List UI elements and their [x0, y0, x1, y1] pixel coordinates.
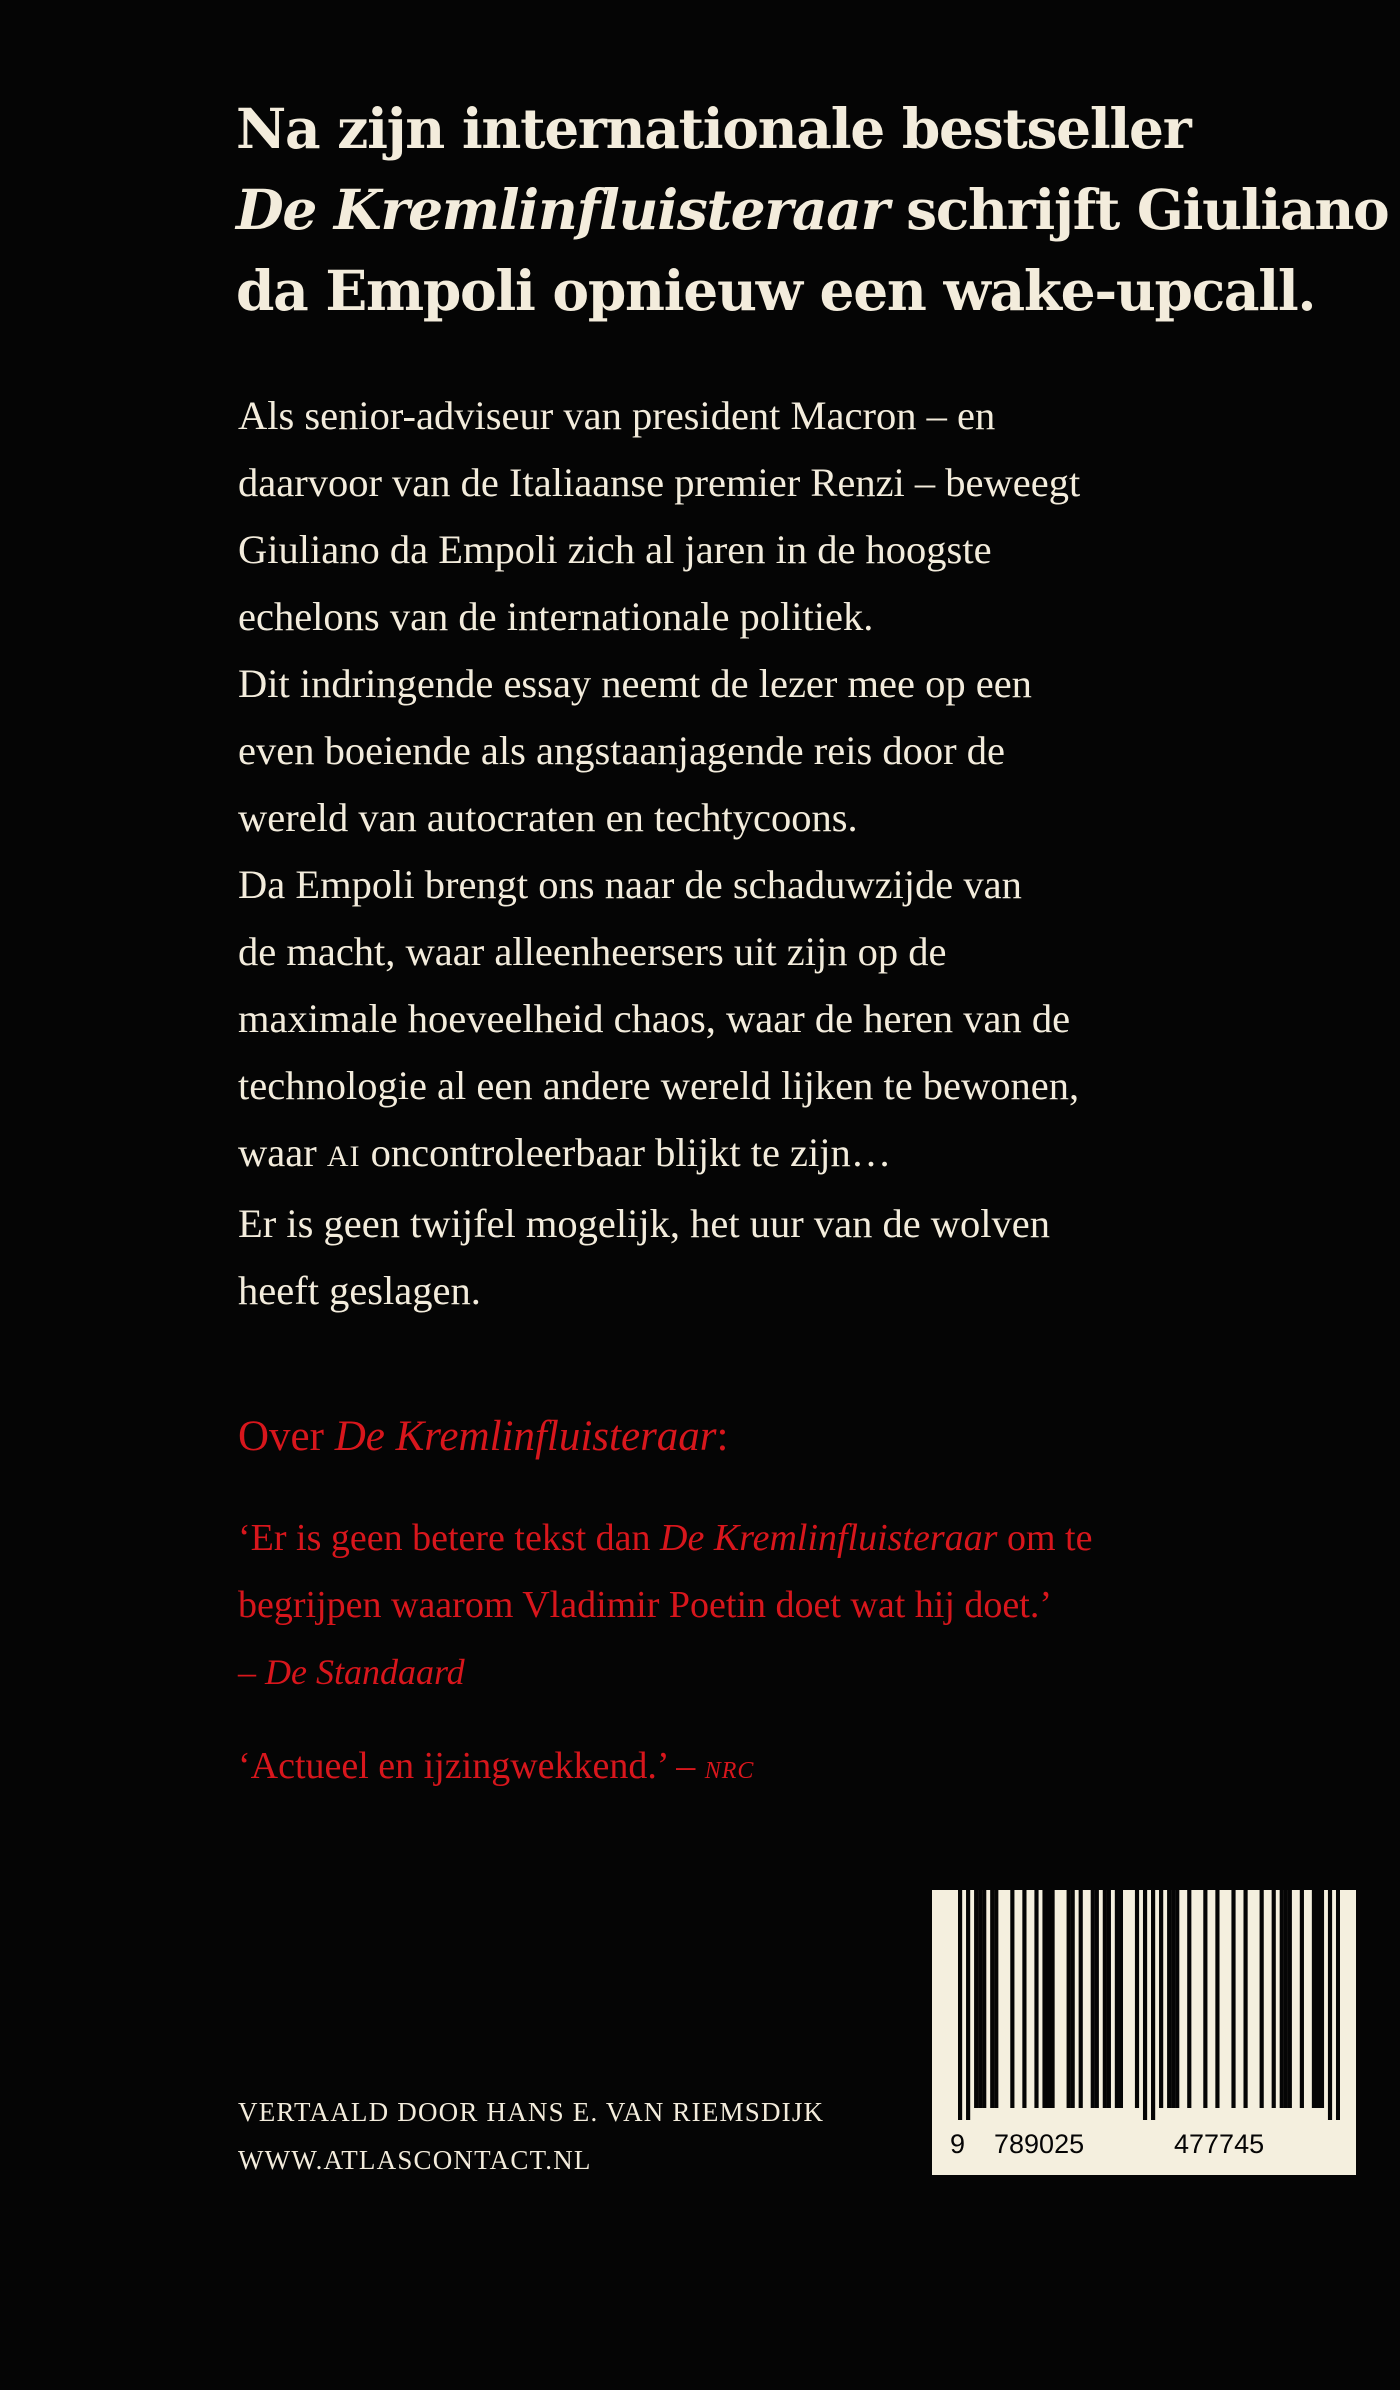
- quotes-heading-suffix: :: [716, 1413, 729, 1460]
- description-line-12-start: waar: [238, 1130, 327, 1175]
- barcode-bar: [1187, 1890, 1191, 2108]
- barcode-left-digits: 789025: [994, 2129, 1085, 2159]
- description-line-4: echelons van de internationale politiek.: [238, 594, 874, 639]
- description-line-1: Als senior-adviseur van president Macron – en: [238, 393, 996, 438]
- description-line-10: maximale hoeveelheid chaos, waar de heren van de: [238, 996, 1071, 1041]
- barcode-bar: [1215, 1890, 1219, 2108]
- barcode-bar: [1171, 1890, 1175, 2108]
- publisher-credits: [238, 2088, 938, 2184]
- quotes-heading: [238, 1402, 729, 1472]
- description-line-13: Er is geen twijfel mogelijk, het uur van de wolven: [238, 1201, 1051, 1246]
- barcode-bar: [1119, 1890, 1123, 2108]
- barcode-bar: [1336, 1890, 1340, 2120]
- quote-2-line: [238, 1733, 1278, 1805]
- barcode-bar: [990, 1890, 994, 2108]
- barcode-bar: [1050, 1890, 1054, 2108]
- barcode-bar: [1046, 1890, 1050, 2108]
- description-text: [238, 382, 1278, 1324]
- barcode-right-digits: 477745: [1174, 2129, 1265, 2159]
- quote-1-book-title: De Kremlinfluisteraar: [660, 1517, 998, 1559]
- barcode-bar: [1103, 1890, 1107, 2108]
- quote-2-source: NRC: [704, 1758, 755, 1784]
- barcode-bar: [1022, 1890, 1026, 2108]
- barcode-bar: [1260, 1890, 1264, 2108]
- barcode-bar: [1284, 1890, 1288, 2108]
- barcode-bar: [978, 1890, 982, 2108]
- description-line-6: even boeiende als angstaanjagende reis door de: [238, 728, 1005, 773]
- quote-1-end: om te: [997, 1517, 1093, 1559]
- barcode-bar: [1159, 1890, 1163, 2108]
- barcode-bar: [966, 1890, 970, 2120]
- barcode-bar: [1151, 1890, 1155, 2120]
- barcode-bar: [1231, 1890, 1235, 2108]
- description-line-5: Dit indringende essay neemt de lezer mee op een: [238, 661, 1032, 706]
- barcode-bar: [1175, 1890, 1179, 2108]
- barcode-bar: [1300, 1890, 1304, 2108]
- isbn-barcode: [932, 1890, 1356, 2175]
- translator-credit: VERTAALD DOOR HANS E. VAN RIEMSDIJK: [238, 2097, 825, 2127]
- barcode-bar: [1034, 1890, 1038, 2108]
- barcode-bar: [1320, 1890, 1324, 2108]
- headline-book-title: De Kremlinfluisteraar: [236, 177, 889, 242]
- barcode-bar: [994, 1890, 998, 2108]
- barcode-bar: [1115, 1890, 1119, 2108]
- quote-nrc: [238, 1733, 1278, 1805]
- barcode-bar: [1167, 1890, 1171, 2108]
- barcode-bar: [1067, 1890, 1071, 2108]
- barcode-bar: [1243, 1890, 1247, 2108]
- headline-line-2: [236, 169, 1389, 250]
- description-line-9: de macht, waar alleenheersers uit zijn op de: [238, 929, 947, 974]
- description-line-3: Giuliano da Empoli zich al jaren in de hoogste: [238, 527, 992, 572]
- quote-2-text: ‘Actueel en ijzingwekkend.’ –: [238, 1745, 705, 1787]
- barcode-bar: [1288, 1890, 1292, 2108]
- barcode-bar: [1095, 1890, 1099, 2108]
- barcode-bar: [1079, 1890, 1083, 2108]
- publisher-website: WWW.ATLASCONTACT.NL: [238, 2145, 592, 2175]
- barcode-bar: [1280, 1890, 1284, 2108]
- barcode-bar: [1071, 1890, 1075, 2108]
- headline-line-2-rest: schrijft Giuliano: [888, 177, 1389, 242]
- ai-small-caps: AI: [326, 1140, 361, 1173]
- description-line-12-end: oncontroleerbaar blijkt te zijn…: [360, 1130, 892, 1175]
- description-line-12: [238, 1119, 1278, 1190]
- barcode-bars: [958, 1890, 1340, 2120]
- quote-1-source: De Standaard: [265, 1652, 465, 1692]
- quote-1-source-line: [238, 1639, 1278, 1706]
- headline-line-3: da Empoli opnieuw een wake-upcall.: [236, 258, 1316, 323]
- barcode-bar: [1010, 1890, 1014, 2108]
- barcode-bar: [1328, 1890, 1332, 2120]
- barcode-bar: [1272, 1890, 1276, 2108]
- headline: [236, 88, 1389, 331]
- barcode-bar: [1091, 1890, 1095, 2108]
- description-line-2: daarvoor van de Italiaanse premier Renzi – beweegt: [238, 460, 1081, 505]
- barcode-bar: [1042, 1890, 1046, 2108]
- quote-1-source-prefix: –: [238, 1652, 265, 1692]
- description-line-7: wereld van autocraten en techtycoons.: [238, 795, 858, 840]
- barcode-first-digit: 9: [950, 2129, 966, 2159]
- barcode-bar: [974, 1890, 978, 2108]
- barcode-bar: [982, 1890, 986, 2108]
- description-line-11: technologie al een andere wereld lijken te bewonen,: [238, 1063, 1080, 1108]
- description-line-14: heeft geslagen.: [238, 1268, 481, 1313]
- barcode-bar: [1135, 1890, 1139, 2108]
- quote-1-line-2: begrijpen waarom Vladimir Poetin doet wat hij doet.’: [238, 1584, 1052, 1626]
- barcode-bar: [1143, 1890, 1147, 2120]
- quotes-heading-prefix: Over: [238, 1413, 335, 1460]
- barcode-bar: [1316, 1890, 1320, 2108]
- quote-1-start: ‘Er is geen betere tekst dan: [238, 1517, 661, 1559]
- barcode-bar: [1203, 1890, 1207, 2108]
- description-line-8: Da Empoli brengt ons naar de schaduwzijde van: [238, 862, 1022, 907]
- barcode-bar: [1312, 1890, 1316, 2108]
- barcode-bar: [958, 1890, 962, 2120]
- headline-line-1: Na zijn internationale bestseller: [236, 96, 1191, 161]
- quotes-heading-title: De Kremlinfluisteraar: [334, 1413, 717, 1460]
- barcode-digits: [950, 2122, 1340, 2167]
- quote-de-standaard: [238, 1505, 1278, 1706]
- barcode-bar: [1107, 1890, 1111, 2108]
- quote-1-line-1: [238, 1505, 1278, 1572]
